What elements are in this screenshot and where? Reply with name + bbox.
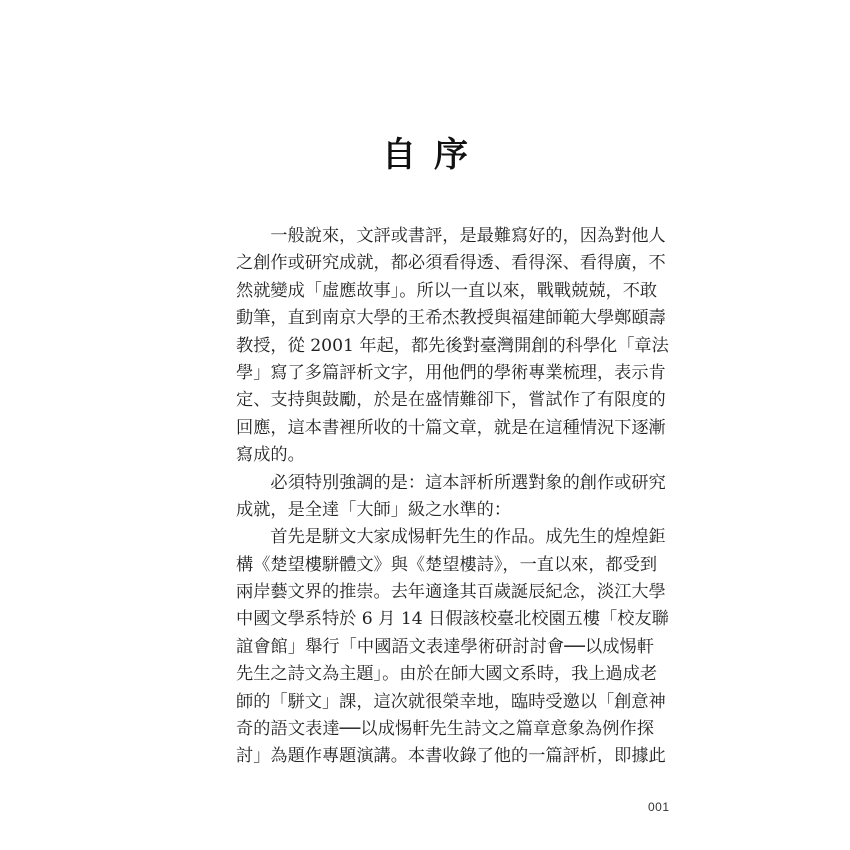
text-line: 必須特別強調的是：這本評析所選對象的創作或研究 bbox=[270, 472, 666, 493]
paragraph-2 bbox=[236, 470, 666, 525]
text-line: 定、支持與鼓勵，於是在盛情難卻下，嘗試作了有限度的 bbox=[236, 390, 666, 411]
paragraph-1 bbox=[236, 223, 669, 470]
text-line: 奇的語文表達──以成惕軒先生詩文之篇章意象為例作探 bbox=[236, 719, 654, 740]
text-line: 討」為題作專題演講。本書收錄了他的一篇評析，即據此 bbox=[236, 746, 666, 767]
text-line: 一般說來，文評或書評，是最難寫好的，因為對他人 bbox=[270, 226, 666, 246]
text-line: 成就，是全達「大師」級之水準的： bbox=[236, 499, 512, 520]
text-line: 首先是駢文大家成惕軒先生的作品。成先生的煌煌鉅 bbox=[270, 527, 666, 548]
text-line: 誼會館」舉行「中國語文表達學術研討討會──以成惕軒 bbox=[236, 636, 654, 657]
paragraph-3 bbox=[236, 524, 669, 771]
text-line: 先生之詩文為主題」。由於在師大國文系時，我上過成老 bbox=[236, 664, 658, 685]
text-line: 教授，從 2001 年起，都先後對臺灣開創的科學化「章法 bbox=[236, 335, 669, 356]
text-line: 然就變成「虛應故事」。所以一直以來，戰戰兢兢，不敢 bbox=[236, 280, 658, 301]
text-line: 寫成的。 bbox=[236, 445, 305, 466]
text-line: 回應，這本書裡所收的十篇文章，就是在這種情況下逐漸 bbox=[236, 417, 666, 438]
body-text bbox=[236, 223, 669, 771]
text-line: 中國文學系特於 6 月 14 日假該校臺北校園五樓「校友聯 bbox=[236, 609, 669, 630]
text-line: 學」寫了多篇評析文字，用他們的學術專業梳理，表示肯 bbox=[236, 362, 666, 383]
page-number: 001 bbox=[648, 800, 670, 814]
text-line: 動筆，直到南京大學的王希杰教授與福建師範大學鄭頤壽 bbox=[236, 308, 666, 329]
text-line: 兩岸藝文界的推崇。去年適逢其百歲誕辰紀念，淡江大學 bbox=[236, 582, 666, 603]
text-line: 師的「駢文」課，這次就很榮幸地，臨時受邀以「創意神 bbox=[236, 691, 666, 712]
page-title: 自序 bbox=[382, 135, 486, 175]
text-line: 構《楚望樓駢體文》與《楚望樓詩》，一直以來，都受到 bbox=[236, 554, 658, 575]
text-line: 之創作或研究成就，都必須看得透、看得深、看得廣，不 bbox=[236, 253, 666, 274]
